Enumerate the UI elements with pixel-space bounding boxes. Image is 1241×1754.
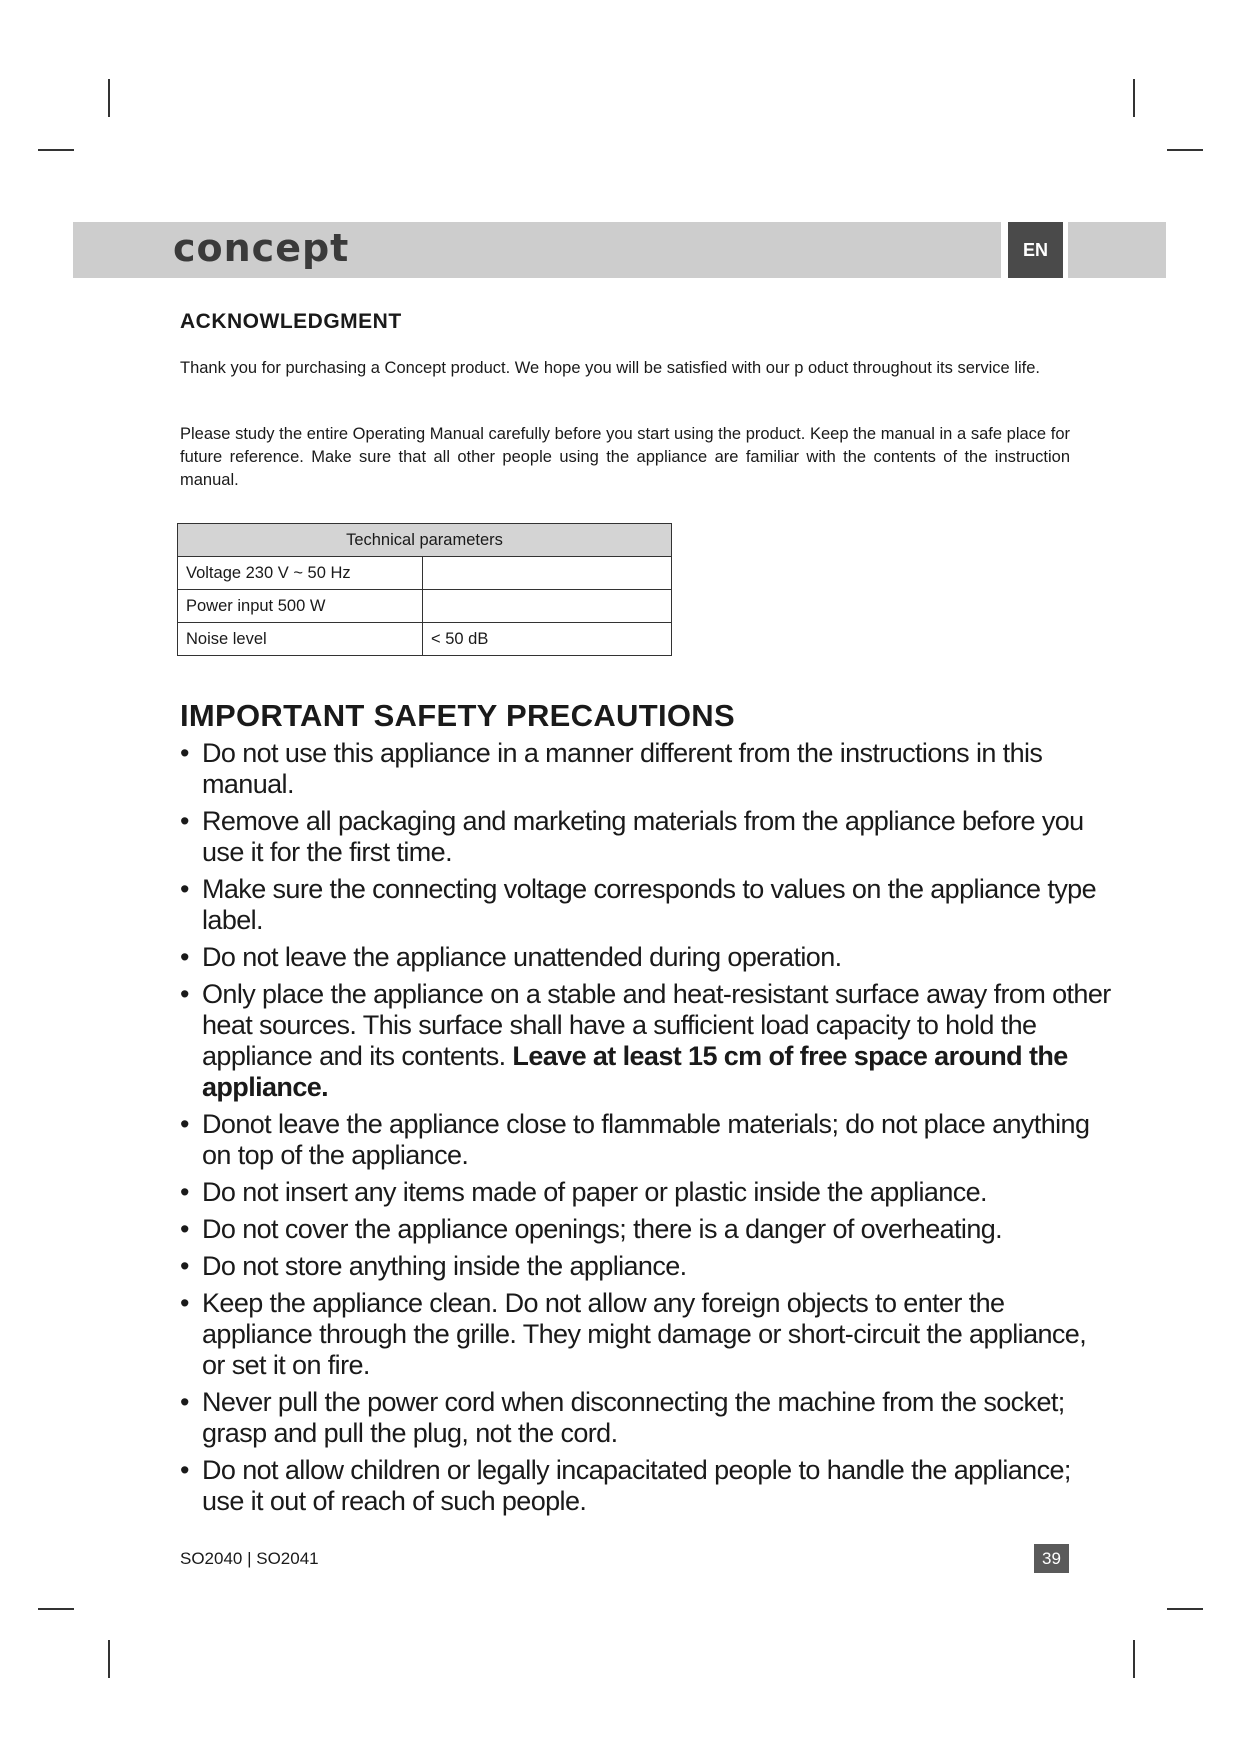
language-badge: EN [1008, 222, 1063, 278]
model-number: SO2040 | SO2041 [180, 1549, 319, 1568]
table-row [178, 590, 672, 623]
safety-title: IMPORTANT SAFETY PRECAUTIONS [180, 698, 735, 733]
header-band-right [1068, 222, 1166, 278]
crop-mark [38, 1608, 74, 1610]
table-header: Technical parameters [178, 524, 672, 557]
technical-parameters-table [177, 523, 672, 656]
page-number: 39 [1034, 1544, 1069, 1573]
list-item: • Do not use this appliance in a manner different from the instructions in this manual. [180, 738, 1115, 800]
table-row [178, 557, 672, 590]
brand-logo: concept [173, 226, 350, 270]
page-header [73, 222, 1166, 278]
list-item: • Do not allow children or legally incapacitated people to handle the appliance; use it out of reach of such people. [180, 1455, 1115, 1517]
table-row [178, 623, 672, 656]
list-item: • Do not cover the appliance openings; there is a danger of overheating. [180, 1214, 1115, 1245]
list-item: • Do not insert any items made of paper or plastic inside the appliance. [180, 1177, 1115, 1208]
table-cell: Voltage 230 V ~ 50 Hz [178, 557, 423, 590]
crop-mark [108, 1640, 110, 1678]
list-item: • Remove all packaging and marketing materials from the appliance before you use it for the first time. [180, 806, 1115, 868]
emphasis: Leave at least 15 cm of free space around the appliance. [202, 1041, 1068, 1102]
list-item: • Do not leave the appliance unattended during operation. [180, 942, 1115, 973]
crop-mark [38, 149, 74, 151]
paragraph: Please study the entire Operating Manual carefully before you start using the product. Keep the manual in a safe place for future reference. Make sure that all other people using the appliance are familiar with the contents of the instruction manual. [180, 425, 1070, 489]
list-item: • Only place the appliance on a stable and heat-resistant surface away from other heat sources. This surface shall have a sufficient load capacity to hold the appliance and its contents. Leave at least 15 cm of free space around the appliance. [180, 979, 1115, 1103]
list-item: • Donot leave the appliance close to flammable materials; do not place anything on top of the appliance. [180, 1109, 1115, 1171]
list-item: • Make sure the connecting voltage corresponds to values on the appliance type label. [180, 874, 1115, 936]
section-title: ACKNOWLEDGMENT [180, 310, 402, 333]
crop-mark [1133, 79, 1135, 117]
crop-mark [1167, 149, 1203, 151]
list-item: • Do not store anything inside the appliance. [180, 1251, 1115, 1282]
paragraph: Thank you for purchasing a Concept product. We hope you will be satisfied with our p oduct throughout its service life. [180, 359, 1040, 377]
table-cell: Power input 500 W [178, 590, 423, 623]
table-cell: Noise level [178, 623, 423, 656]
table-cell [423, 557, 672, 590]
list-item: • Never pull the power cord when disconnecting the machine from the socket; grasp and pull the plug, not the cord. [180, 1387, 1115, 1449]
crop-mark [108, 79, 110, 117]
table-cell: < 50 dB [423, 623, 672, 656]
crop-mark [1133, 1640, 1135, 1678]
precautions-list [180, 738, 1115, 1523]
table-cell [423, 590, 672, 623]
list-item: • Keep the appliance clean. Do not allow any foreign objects to enter the appliance through the grille. They might damage or short-circuit the appliance, or set it on fire. [180, 1288, 1115, 1381]
table-header-row [178, 524, 672, 557]
crop-mark [1167, 1608, 1203, 1610]
